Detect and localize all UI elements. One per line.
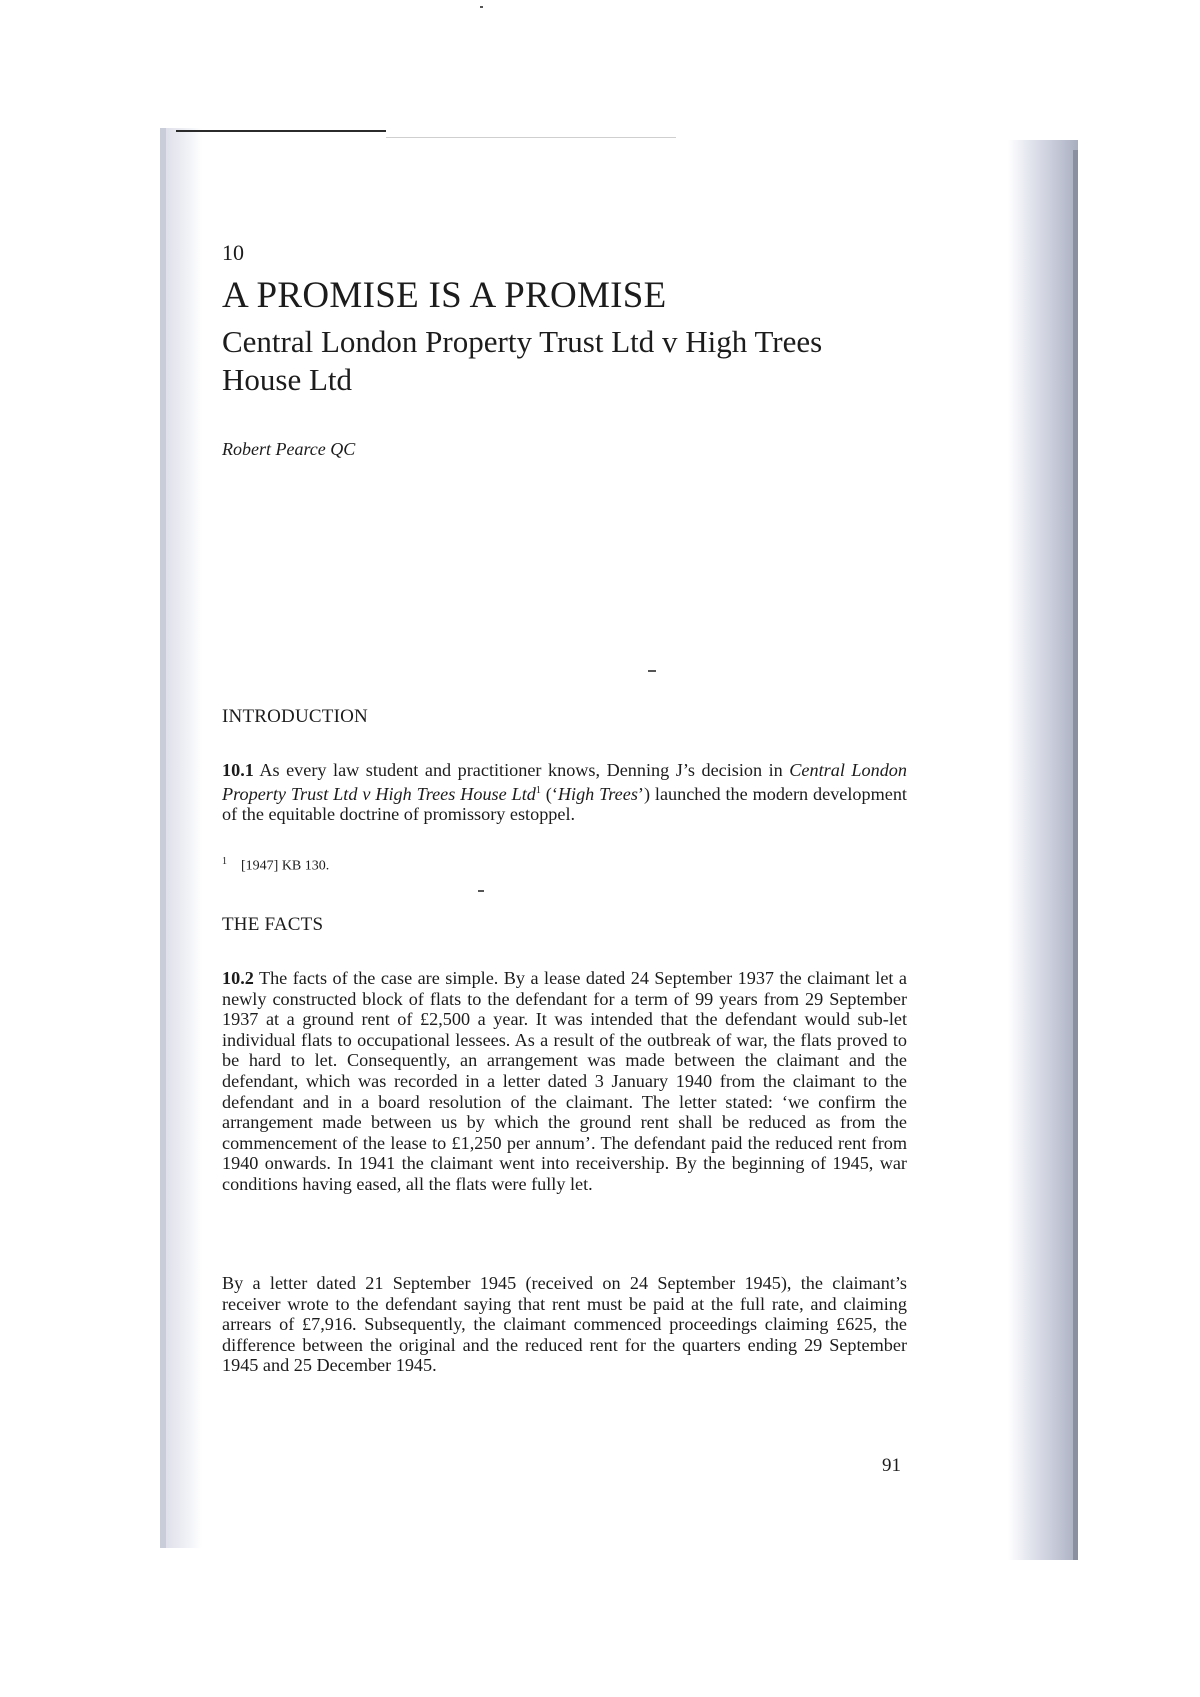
paragraph-10-2-continued: By a letter dated 21 September 1945 (received on 24 September 1945), the claimant’s receiver wrote to the defendant saying that rent must be paid at the full rate, and claiming arrears of £7,916. Subsequently, the claimant commenced proceedings claiming £625, the difference between the original and the reduced rent for the quarters ending 29 September 1945 and 25 December 1945. [222, 1273, 907, 1376]
paragraph-text: ’) launched the modern development of the equitable doctrine of promissory estoppel. [222, 783, 907, 825]
paragraph-10-2 [222, 968, 907, 1195]
paragraph-number: 10.1 [222, 760, 254, 780]
case-name-subtitle: Central London Property Trust Ltd v High Trees House Ltd [222, 324, 823, 397]
scan-edge-right [1073, 150, 1078, 1560]
footnote-ref: 1 [535, 784, 541, 796]
author-name: Robert Pearce QC [222, 439, 356, 459]
footnote-marker: 1 [222, 856, 227, 867]
footnote [222, 856, 329, 875]
scan-speck [648, 670, 656, 672]
scan-edge-left [160, 128, 166, 1548]
top-rule-faint [386, 137, 676, 138]
chapter-title: A PROMISE IS A PROMISE [222, 275, 667, 316]
paragraph-text: (‘ [540, 783, 558, 804]
page-content [222, 240, 907, 1376]
scan-speck [480, 6, 483, 8]
introduction-heading: INTRODUCTION [222, 706, 368, 727]
scan-speck [478, 890, 484, 892]
scan-shadow-right [1008, 140, 1078, 1560]
short-name-italic: High Trees [557, 783, 638, 804]
facts-heading: THE FACTS [222, 914, 324, 935]
top-rule [176, 130, 386, 132]
page-number: 91 [882, 1455, 901, 1476]
scan-shadow-left [160, 128, 202, 1548]
paragraph-text: As every law student and practitioner knows, Denning J’s decision in [253, 760, 790, 780]
paragraph-10-1 [222, 760, 907, 825]
footnote-text: [1947] KB 130. [241, 858, 330, 874]
case-citation-italic: Central London Property Trust Ltd v High Trees House Ltd [222, 760, 907, 804]
chapter-number: 10 [222, 240, 244, 265]
paragraph-text: The facts of the case are simple. By a lease dated 24 September 1937 the claimant let a newly constructed block of flats to the defendant for a term of 99 years from 29 September 1937 at a ground rent of £2,500 a year. It was intended that the defendant would sub-let individual flats to occupational lessees. As a result of the outbreak of war, the flats proved to be hard to let. Consequently, an arrangement was made between the claimant and the defendant, which was recorded in a letter dated 3 January 1940 from the claimant to the defendant and in a board resolution of the claimant. The letter stated: ‘we confirm the arrangement made between us by which the ground rent shall be reduced as from the commencement of the lease to £1,250 per annum’. The defendant paid the reduced rent from 1940 onwards. In 1941 the claimant went into receivership. By the beginning of 1945, war conditions having eased, all the flats were fully let. [222, 968, 907, 1194]
paragraph-number: 10.2 [222, 968, 254, 988]
